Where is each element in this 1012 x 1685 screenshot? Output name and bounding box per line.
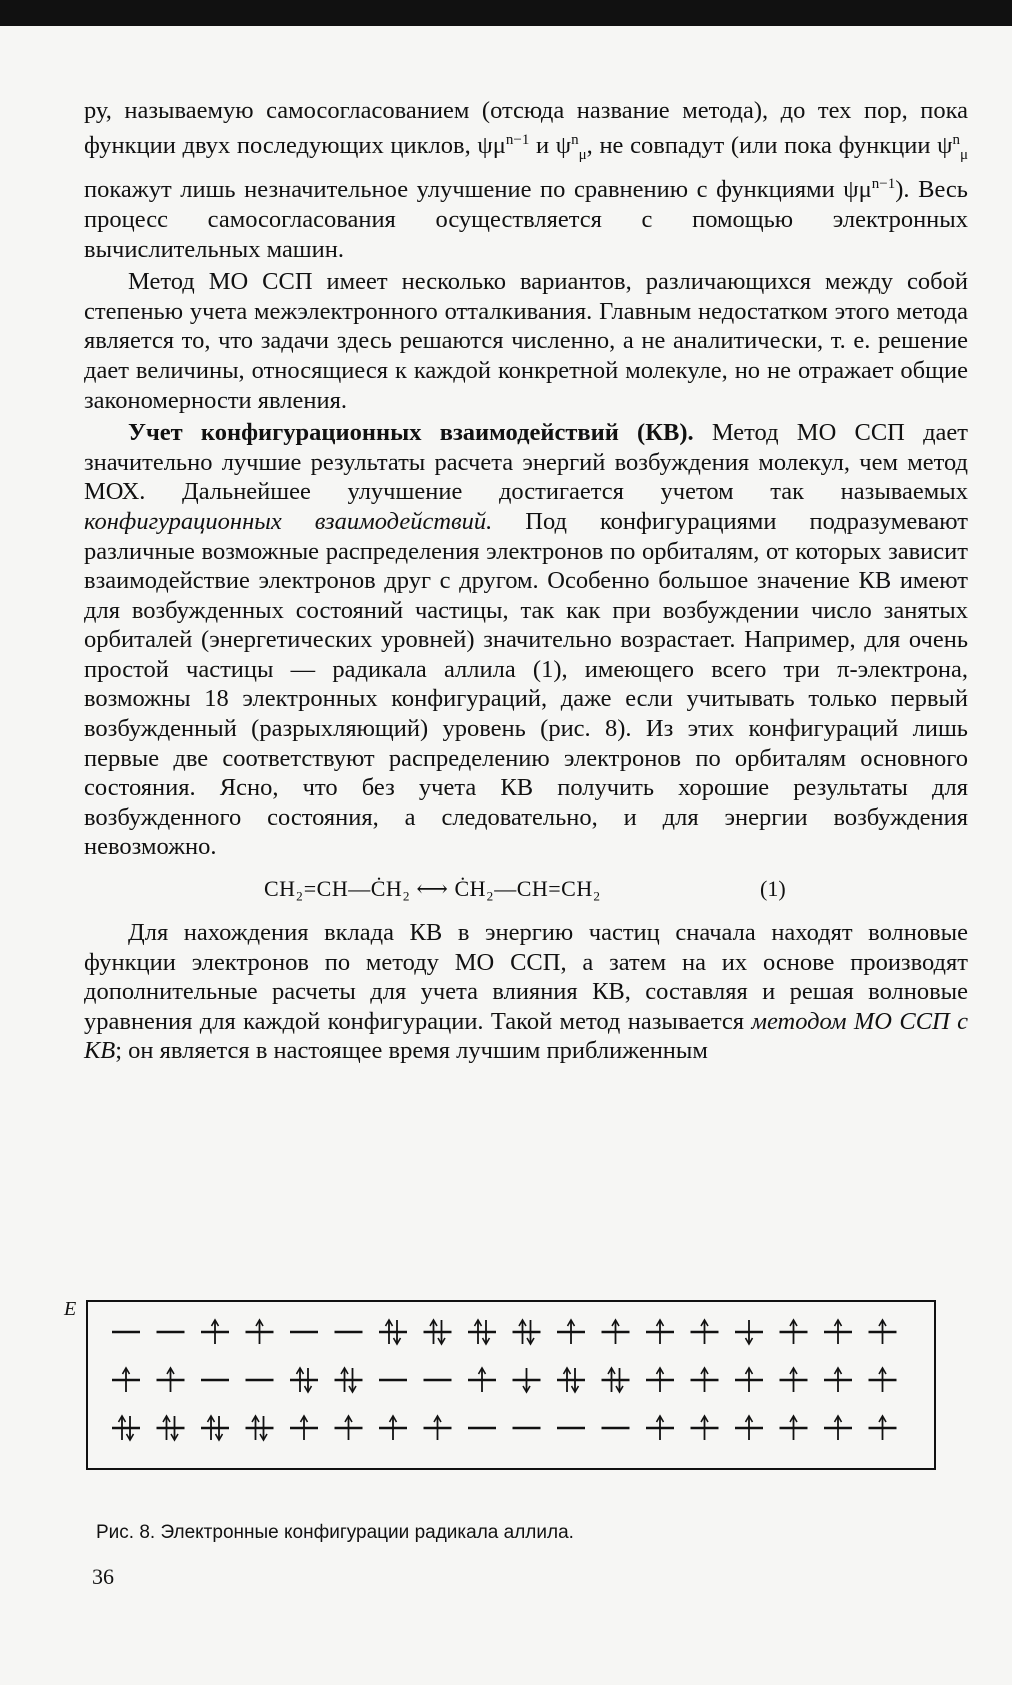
text-run: и ψ bbox=[529, 131, 572, 159]
text-run: n−1 bbox=[505, 131, 530, 148]
text-run: n bbox=[952, 131, 960, 148]
text-run: Метод МО ССП имеет несколько вариантов, различающихся между собой степенью учета межэлектронного отталкивания. Главным недостатком этого метода является то, что задачи здесь решаются численно, а не аналитически, т. е. решение дает величины, относящиеся к каждой конкретной молекуле, но не отражает общие закономерности явления. bbox=[84, 268, 968, 414]
formula-text: CH₂=CH—ĊH₂ ⟷ ĊH₂—CH=CH₂ bbox=[264, 876, 601, 902]
text-run: n−1 bbox=[871, 176, 896, 193]
energy-axis-label: E bbox=[64, 1298, 77, 1320]
page-body bbox=[84, 96, 968, 1066]
text-run: n bbox=[571, 131, 579, 148]
formula-number: (1) bbox=[760, 876, 786, 902]
text-run: Метод МО ССП дает значительно лучшие результаты расчета энергий возбуждения молекул, чем метод МОХ. Дальнейшее улучшение достигается учетом так называемых bbox=[84, 419, 968, 506]
text-run: конфигурационных взаимодействий. bbox=[84, 507, 493, 535]
text-run: Учет конфигурационных взаимодействий (КВ). bbox=[128, 419, 694, 447]
paragraph bbox=[84, 267, 968, 415]
text-run: μ bbox=[578, 146, 587, 163]
text-run: ). Весь процесс самосогласования осуществляется с помощью электронных вычислительных машин. bbox=[84, 176, 968, 263]
figure-caption: Рис. 8. Электронные конфигурации радикала аллила. bbox=[96, 1522, 574, 1543]
figure-electron-configurations bbox=[86, 1300, 936, 1470]
text-run: Для нахождения вклада КВ в энергию частиц сначала находят волновые функции электронов по методу МО ССП, а затем на их основе производят дополнительные расчеты для учета влияния КВ, составляя и решая волновые уравнения для каждой конфигурации. Такой метод называется bbox=[84, 919, 968, 1035]
text-block-2 bbox=[84, 918, 968, 1066]
text-run: покажут лишь незначительное улучшение по сравнению с функциями ψμ bbox=[84, 176, 872, 204]
configurations-diagram bbox=[88, 1302, 934, 1468]
text-run: методом МО ССП с КВ bbox=[84, 1007, 968, 1065]
chemical-formula bbox=[84, 862, 968, 918]
scan-top-border bbox=[0, 0, 1012, 26]
page-number: 36 bbox=[92, 1564, 114, 1589]
paragraph bbox=[84, 418, 968, 862]
paragraph bbox=[84, 96, 968, 264]
text-run: Под конфигурациями подразумевают различные возможные распределения электронов по орбиталям, от которых зависит взаимодействие электронов друг с другом. Особенно большое значение КВ имеют для возбужденных состояний частицы, так как при возбуждении число занятых орбиталей (энергетических уровней) значительно возрастает. Например, для очень простой частицы — радикала аллила (1), имеющего всего три π-электрона, возможны 18 электронных конфигураций, даже если учитывать только первый возбужденный (разрыхляющий) уровень (рис. 8). Из этих конфигураций лишь первые две соответствуют распределению электронов по орбиталям основного состояния. Ясно, что без учета КВ получить хорошие результаты для возбужденного состояния, а следовательно, и для энергии возбуждения невозможно. bbox=[84, 507, 968, 861]
paragraph bbox=[84, 918, 968, 1066]
text-run: ру, называемую самосогласованием (отсюда название метода), до тех пор, пока функции двух последующих циклов, ψμ bbox=[84, 97, 968, 159]
text-run: μ bbox=[959, 146, 968, 163]
text-block-1 bbox=[84, 96, 968, 862]
text-run: ; он является в настоящее время лучшим приближенным bbox=[115, 1037, 708, 1065]
text-run: , не совпадут (или пока функции ψ bbox=[586, 131, 953, 159]
